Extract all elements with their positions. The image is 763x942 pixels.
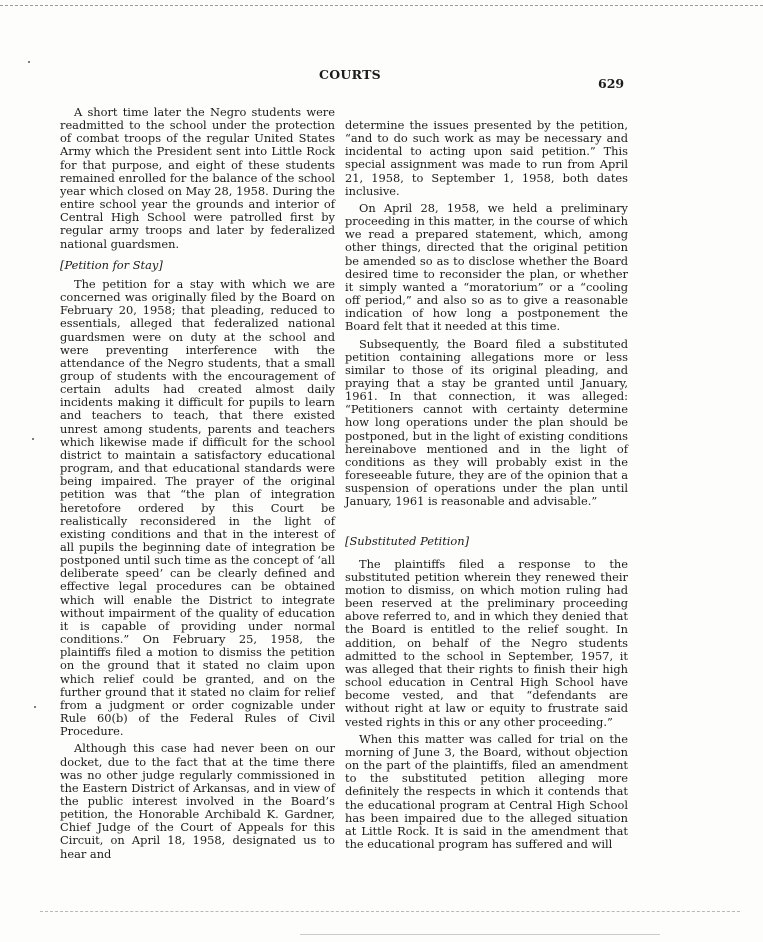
running-head: COURTS: [318, 67, 382, 82]
section-heading-substituted-petition: [Substituted Petition]: [345, 533, 470, 548]
bottom-scan-edge: [300, 934, 660, 935]
paragraph: On April 28, 1958, we held a preliminary proceeding in this matter, in the course of which we read a prepared statement, which, among other things, directed that the original petition be amended so as to disclose whether the Board desired time to reconsider the plan, or whether it simply wanted a “moratorium” or a “cooling off period,” and also so as to give a reasonable indication of how long a postponement the Board felt that it needed at this time.: [345, 200, 628, 334]
paragraph: The petition for a stay with which we are concerned was originally filed by the Board on February 20, 1958; that pleading, reduced to essentials, alleged that federalized national guardsmen were on duty at the school and were preventing interference with the attendance of the Negro students, that a small group of students with the encouragement of certain adults had created almost daily incidents making it difficult for pupils to learn and teachers to teach, that there existed unrest among students, parents and teachers which likewise made if difficult for the school district to maintain a satisfactory educational program, and that educational standards were being impaired. The prayer of the original petition was that “the plan of integration heretofore ordered by this Court be realistically reconsidered in the light of existing conditions and that in the interest of all pupils the beginning date of integration be postponed until such time as the concept of ‘all deliberate speed’ can be clearly defined and effective legal procedures can be obtained which will enable the District to integrate without impairment of the quality of education it is capable of providing under normal conditions.” On February 25, 1958, the plaintiffs filed a motion to dismiss the petition on the ground that it stated no claim upon which relief could be granted, and on the further ground that it stated no claim for relief from a judgment or order cognizable under Rule 60(b) of the Federal Rules of Civil Procedure.: [60, 276, 335, 739]
paragraph: Although this case had never been on our docket, due to the fact that at the time there was no other judge regularly commissioned in the Eastern District of Arkansas, and in view of the public interest involved in the Board’s petition, the Honorable Archibald K. Gardner, Chief Judge of the Court of Appeals for this Circuit, on April 18, 1958, designated us to hear and: [60, 741, 335, 861]
scan-speck: [28, 61, 30, 63]
section-heading-petition-for-stay: [Petition for Stay]: [60, 257, 163, 272]
paragraph: Subsequently, the Board filed a substituted petition containing allegations more or less similar to those of its original pleading, and praying that a stay be granted until January, 1961. In that connection, it was alleged: “Petitioners cannot with certainty determine how long operations under the plan should be postponed, but in the light of existing conditions hereinabove mentioned and in the light of conditions as they will probably exist in the foreseeable future, they are of the opinion that a suspension of operations under the plan until January, 1961 is reasonable and advisable.”: [345, 336, 628, 509]
scan-speck: [34, 706, 36, 708]
top-scan-edge: [0, 5, 763, 6]
scan-speck: [32, 438, 34, 440]
paragraph: When this matter was called for trial on the morning of June 3, the Board, without objection on the part of the plaintiffs, filed an amendment to the substituted petition alleging more definitely the respects in which it contends that the educational program at Central High School has been impaired due to the alleged situation at Little Rock. It is said in the amendment that the educational program has suffered and will: [345, 731, 628, 851]
left-column: [60, 106, 335, 865]
bottom-scan-edge: [40, 911, 740, 912]
paragraph: The plaintiffs filed a response to the substituted petition wherein they renewed their motion to dismiss, on which motion ruling had been reserved at the preliminary proceeding above referred to, and in which they denied that the Board is entitled to the relief sought. In addition, on behalf of the Negro students admitted to the school in September, 1957, it was alleged that their rights to finish their high school education in Central High School have become vested, and that “defendants are without right at law or equity to frustrate said vested rights in this or any other proceeding.”: [345, 556, 628, 729]
paragraph: A short time later the Negro students were readmitted to the school under the protection of combat troops of the regular United States Army which the President sent into Little Rock for that purpose, and eight of these students remained enrolled for the balance of the school year which closed on May 28, 1958. During the entire school year the grounds and interior of Central High School were patrolled first by regular army troops and later by federalized national guardsmen.: [60, 105, 335, 251]
page-number: 629: [598, 76, 625, 91]
right-column: [345, 119, 628, 855]
paragraph: determine the issues presented by the petition, “and to do such work as may be necessary and incidental to acting upon said petition.” This special assignment was made to run from April 21, 1958, to September 1, 1958, both dates inclusive.: [345, 118, 628, 198]
